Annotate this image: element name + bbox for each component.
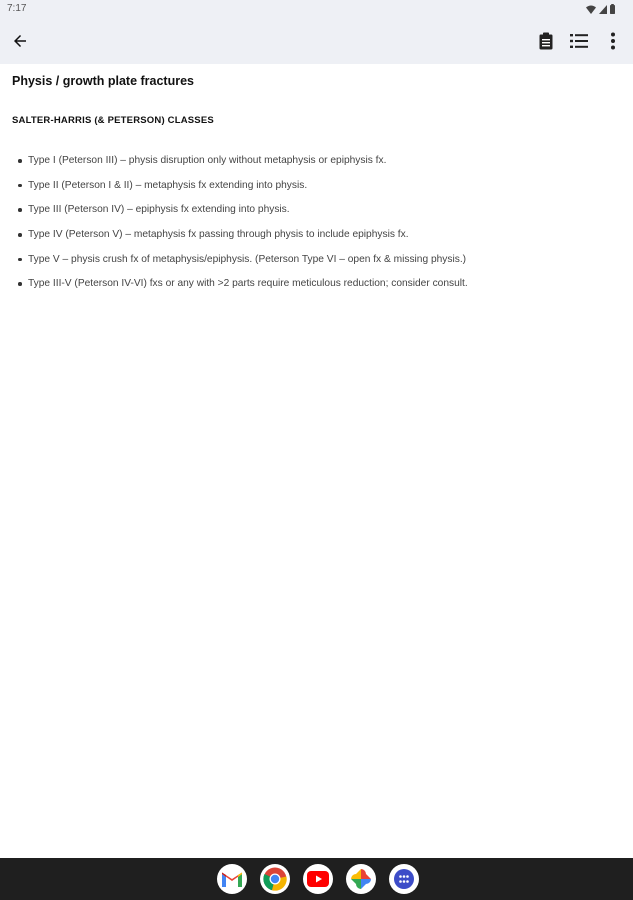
bullet-dot: [18, 208, 22, 212]
signal-icon: [599, 5, 607, 14]
bullet-dot: [18, 184, 22, 188]
gmail-app[interactable]: [217, 864, 247, 894]
bullet-dot: [18, 282, 22, 286]
list-icon: [570, 33, 588, 49]
list-item[interactable]: [12, 179, 622, 204]
note-title[interactable]: Physis / growth plate fractures: [12, 74, 194, 88]
more-vert-icon: [610, 32, 616, 50]
app-drawer-icon: [394, 869, 414, 889]
battery-icon: [610, 4, 615, 14]
list-item[interactable]: [12, 154, 622, 179]
youtube-icon: [307, 871, 329, 887]
list-item[interactable]: [12, 228, 622, 253]
bullet-list: [12, 154, 622, 302]
list-view-button[interactable]: [567, 29, 591, 53]
list-item[interactable]: [12, 253, 622, 278]
list-item-text: Type IV (Peterson V) – metaphysis fx passing through physis to include epiphysis fx.: [28, 229, 409, 241]
section-heading[interactable]: SALTER-HARRIS (& PETERSON) CLASSES: [12, 115, 214, 126]
bullet-dot: [18, 233, 22, 237]
app-bar: [0, 18, 633, 64]
bullet-dot: [18, 159, 22, 163]
list-item[interactable]: [12, 277, 622, 302]
status-time: 7:17: [7, 3, 27, 14]
list-item-text: Type III-V (Peterson IV-VI) fxs or any with >2 parts require meticulous reduction; consider consult.: [28, 278, 468, 290]
list-item[interactable]: [12, 203, 622, 228]
chrome-icon: [263, 867, 287, 891]
wifi-icon: [586, 5, 596, 14]
back-button[interactable]: [8, 29, 32, 53]
more-options-button[interactable]: [601, 29, 625, 53]
gmail-icon: [222, 872, 242, 887]
list-item-text: Type III (Peterson IV) – epiphysis fx extending into physis.: [28, 204, 290, 216]
note-content: [12, 64, 622, 302]
bullet-dot: [18, 258, 22, 262]
list-item-text: Type II (Peterson I & II) – metaphysis fx extending into physis.: [28, 179, 308, 191]
clipboard-button[interactable]: [534, 29, 558, 53]
status-bar: [0, 0, 633, 18]
arrow-back-icon: [11, 32, 29, 50]
app-drawer[interactable]: [389, 864, 419, 894]
photos-app[interactable]: [346, 864, 376, 894]
chrome-app[interactable]: [260, 864, 290, 894]
youtube-app[interactable]: [303, 864, 333, 894]
app-dock: [217, 864, 419, 894]
list-item-text: Type I (Peterson III) – physis disruption only without metaphysis or epiphysis fx.: [28, 155, 387, 166]
status-icons: [586, 4, 615, 14]
clipboard-icon: [538, 32, 554, 50]
photos-icon: [350, 868, 372, 890]
list-item-text: Type V – physis crush fx of metaphysis/epiphysis. (Peterson Type VI – open fx & missing physis.): [28, 253, 467, 265]
